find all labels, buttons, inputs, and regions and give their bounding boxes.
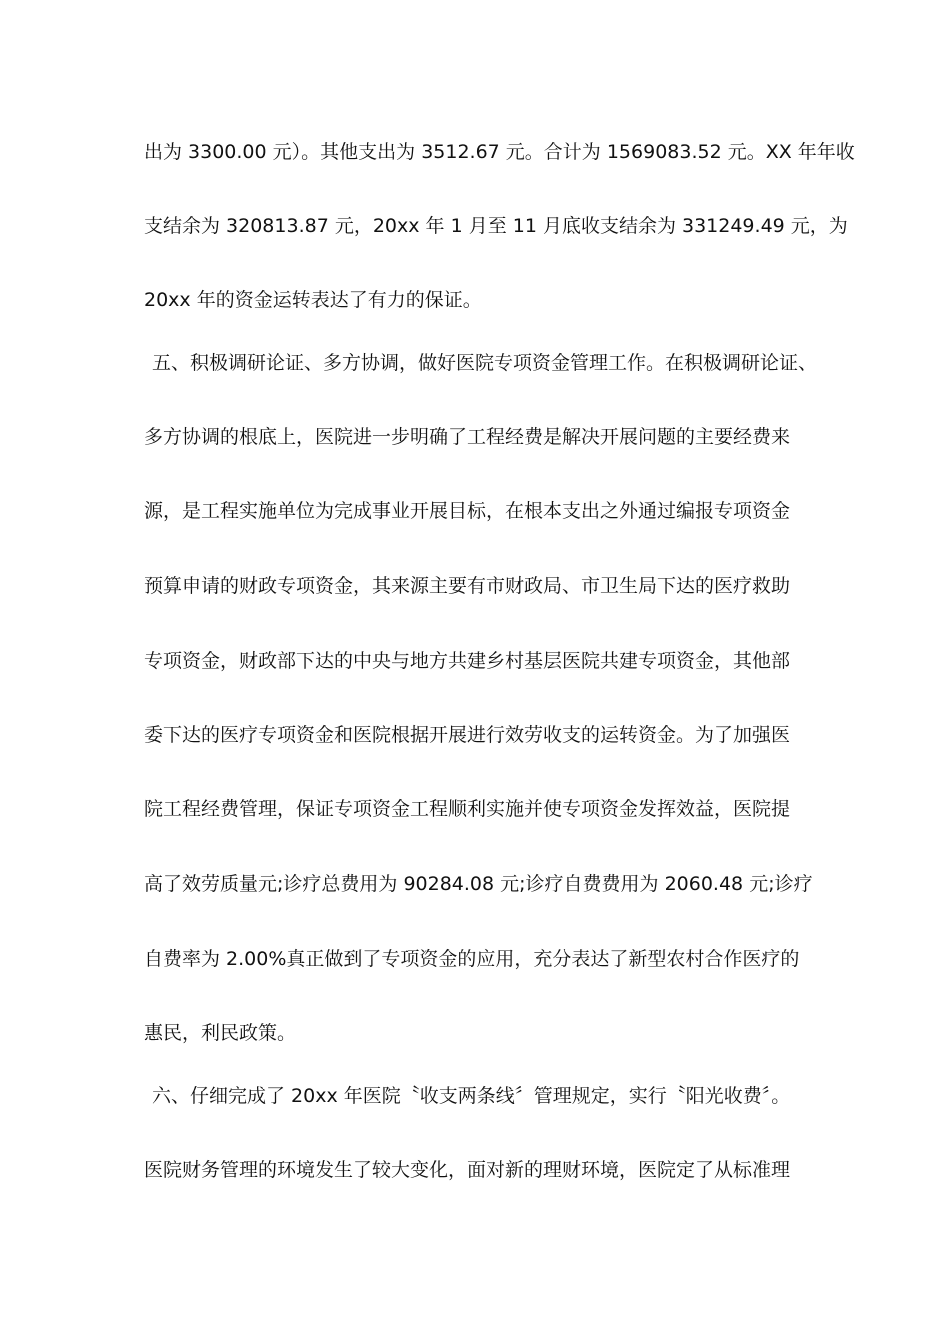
text-line-12: 自费率为 2.00%真正做到了专项资金的应用，充分表达了新型农村合作医疗的 [144,948,800,970]
section-heading-six: 六、仔细完成了 20xx 年医院〝收支两条线〞管理规定，实行〝阳光收费〞。 [152,1085,791,1107]
text-line-2: 支结余为 320813.87 元，20xx 年 1 月至 11 月底收支结余为 331249.49 元，为 [144,215,848,237]
text-line-8: 专项资金，财政部下达的中央与地方共建乡村基层医院共建专项资金，其他部 [144,650,791,672]
text-line-11: 高了效劳质量元;诊疗总费用为 90284.08 元;诊疗自费费用为 2060.48 元;诊疗 [144,873,813,895]
section-heading-five: 五、积极调研论证、多方协调，做好医院专项资金管理工作。在积极调研论证、 [152,352,818,374]
text-line-1: 出为 3300.00 元）。其他支出为 3512.67 元。合计为 1569083.52 元。XX 年年收 [144,141,855,163]
text-line-9: 委下达的医疗专项资金和医院根据开展进行效劳收支的运转资金。为了加强医 [144,724,791,746]
text-line-13: 惠民，利民政策。 [144,1022,297,1044]
text-line-5: 多方协调的根底上，医院进一步明确了工程经费是解决开展问题的主要经费来 [144,426,791,448]
text-line-10: 院工程经费管理，保证专项资金工程顺利实施并使专项资金发挥效益，医院提 [144,798,791,820]
text-line-6: 源，是工程实施单位为完成事业开展目标，在根本支出之外通过编报专项资金 [144,500,791,522]
text-line-7: 预算申请的财政专项资金，其来源主要有市财政局、市卫生局下达的医疗救助 [144,575,791,597]
text-line-3: 20xx 年的资金运转表达了有力的保证。 [144,289,482,311]
text-line-15: 医院财务管理的环境发生了较大变化，面对新的理财环境，医院定了从标准理 [144,1159,791,1181]
